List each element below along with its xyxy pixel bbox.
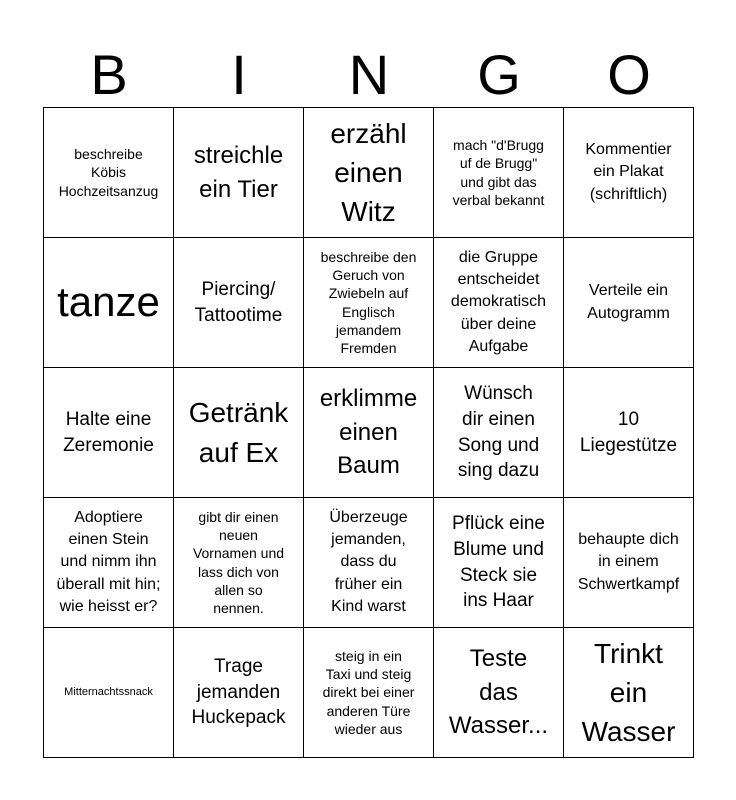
- bingo-cell[interactable]: [304, 498, 434, 628]
- header-letter-g: G: [477, 43, 521, 106]
- bingo-cell[interactable]: [434, 368, 564, 498]
- cell-text: Halte eine Zeremonie: [63, 408, 154, 456]
- header-letter-b: B: [90, 43, 128, 106]
- bingo-board: [43, 107, 694, 758]
- bingo-cell[interactable]: [434, 498, 564, 628]
- bingo-cell[interactable]: [44, 238, 174, 368]
- cell-text: Piercing/ Tattootime: [194, 278, 283, 326]
- bingo-cell[interactable]: [44, 628, 174, 758]
- bingo-cell[interactable]: [174, 498, 304, 628]
- cell-text: beschreibe Köbis Hochzeitsanzug: [58, 146, 159, 199]
- cell-text: die Gruppe entscheidet demokratisch über deine Aufgabe: [450, 248, 547, 356]
- cell-text: Verteile ein Autogramm: [587, 282, 670, 322]
- bingo-cell[interactable]: [174, 368, 304, 498]
- cell-text: gibt dir einen neuen Vornamen und lass dich von allen so nennen.: [192, 508, 285, 616]
- cell-text: Mitternachtssnack: [64, 685, 153, 698]
- bingo-cell[interactable]: [44, 498, 174, 628]
- bingo-cell[interactable]: [564, 368, 694, 498]
- cell-text: Wünsch dir einen Song und sing dazu: [457, 383, 540, 482]
- bingo-cell[interactable]: [304, 628, 434, 758]
- cell-text: Adoptiere einen Stein und nimm ihn überall mit hin; wie heisst er?: [56, 508, 161, 616]
- bingo-cell[interactable]: [174, 628, 304, 758]
- bingo-cell[interactable]: [434, 628, 564, 758]
- cell-text: erzähl einen Witz: [330, 117, 407, 228]
- cell-text: beschreibe den Geruch von Zwiebeln auf Englisch jemandem Fremden: [320, 248, 417, 356]
- cell-text: tanze: [57, 278, 160, 326]
- cell-text: Pflück eine Blume und Steck sie ins Haar: [452, 513, 545, 612]
- bingo-cell[interactable]: [304, 108, 434, 238]
- cell-text: 10 Liegestütze: [579, 408, 678, 456]
- cell-text: steig in ein Taxi und steig direkt bei einer anderen Türe wieder aus: [322, 648, 415, 737]
- bingo-cell[interactable]: [44, 108, 174, 238]
- cell-text: Teste das Wasser...: [448, 645, 549, 740]
- header-letter-o: O: [607, 43, 651, 106]
- cell-text: streichle ein Tier: [193, 141, 284, 203]
- cell-text: Getränk auf Ex: [188, 397, 289, 468]
- bingo-cell[interactable]: [564, 498, 694, 628]
- header-letter-n: N: [348, 43, 390, 106]
- header-letter-i: I: [231, 43, 247, 106]
- cell-text: behaupte dich in einem Schwertkampf: [577, 530, 680, 593]
- bingo-cell[interactable]: [174, 108, 304, 238]
- cell-text: mach "d'Brugg uf de Brugg" und gibt das verbal bekannt: [452, 137, 545, 208]
- bingo-cell[interactable]: [304, 238, 434, 368]
- cell-text: Trage jemanden Huckepack: [191, 656, 286, 729]
- bingo-cell[interactable]: [434, 108, 564, 238]
- bingo-cell[interactable]: [564, 108, 694, 238]
- bingo-cell[interactable]: [304, 368, 434, 498]
- bingo-cell[interactable]: [564, 238, 694, 368]
- cell-text: Überzeuge jemanden, dass du früher ein Kind warst: [329, 508, 408, 616]
- bingo-cell[interactable]: [564, 628, 694, 758]
- bingo-cell[interactable]: [174, 238, 304, 368]
- cell-text: Kommentier ein Plakat (schriftlich): [585, 140, 672, 203]
- bingo-cell[interactable]: [44, 368, 174, 498]
- cell-text: erklimme einen Baum: [319, 385, 418, 480]
- bingo-header: [44, 42, 694, 108]
- bingo-cell[interactable]: [434, 238, 564, 368]
- cell-text: Trinkt ein Wasser: [581, 637, 676, 748]
